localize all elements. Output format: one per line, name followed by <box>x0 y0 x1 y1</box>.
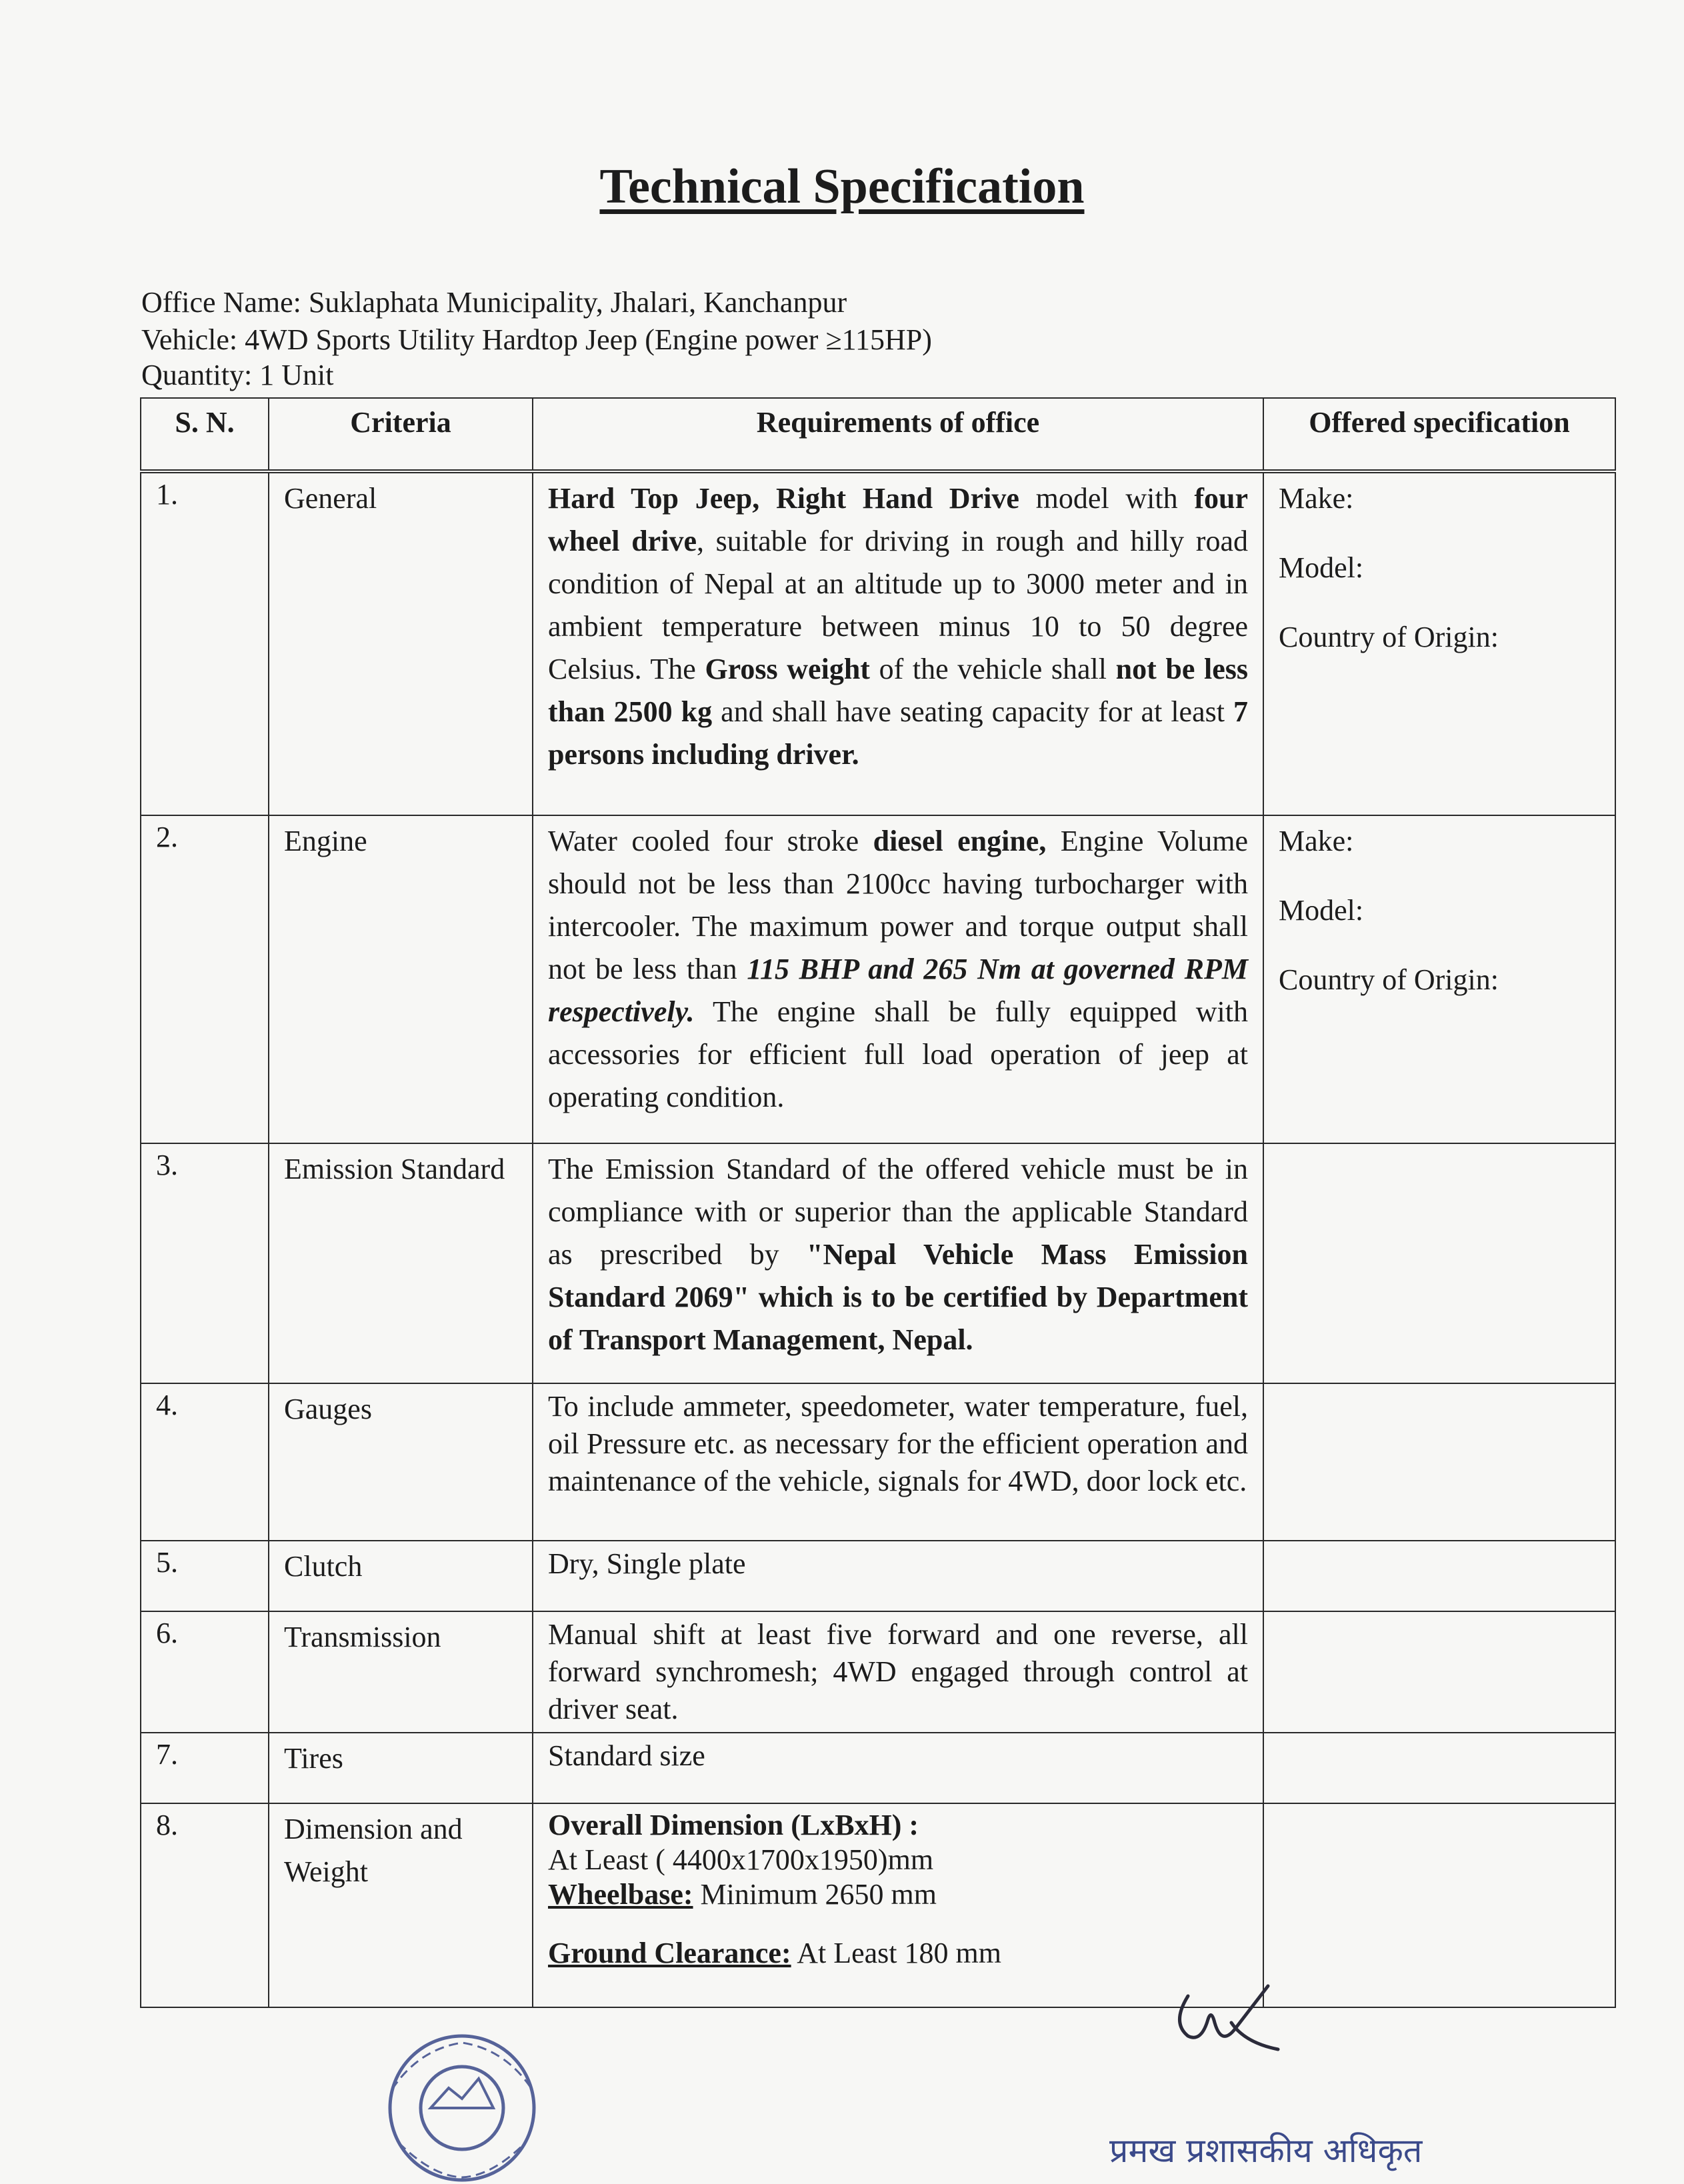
emphasis-text: 7 persons including driver. <box>548 695 1248 771</box>
requirement-text: of the vehicle shall <box>869 653 1116 685</box>
row-criteria: Dimension and Weight <box>269 1803 533 2007</box>
header-requirements: Requirements of office <box>533 398 1263 471</box>
dimension-line <box>548 1877 1248 1912</box>
header-criteria: Criteria <box>269 398 533 471</box>
offered-field-label: Make: <box>1279 825 1354 857</box>
requirement-text: Water cooled four stroke <box>548 825 873 857</box>
row-offered-specification <box>1263 1611 1615 1733</box>
row-requirements <box>533 471 1263 815</box>
row-offered-specification <box>1263 1143 1615 1383</box>
header-offered: Offered specification <box>1263 398 1615 471</box>
row-requirements <box>533 1611 1263 1733</box>
offered-field-label: Country of Origin: <box>1279 963 1499 996</box>
office-name-line: Office Name: Suklaphata Municipality, Jhalari, Kanchanpur <box>141 286 847 319</box>
overall-dimension-label: Overall Dimension (LxBxH) : <box>548 1809 919 1841</box>
row-criteria: Gauges <box>269 1383 533 1541</box>
row-requirements <box>533 1803 1263 2007</box>
row-number: 3. <box>141 1143 269 1383</box>
row-criteria: Engine <box>269 815 533 1143</box>
table-row <box>141 1383 1615 1541</box>
ground-clearance-value: At Least 180 mm <box>791 1937 1001 1969</box>
ground-clearance-label: Ground Clearance: <box>548 1937 791 1969</box>
requirement-text: To include ammeter, speedometer, water temperature, fuel, oil Pressure etc. as necessary for the efficient operation and maintenance of the vehicle, signals for 4WD, door lock etc. <box>548 1390 1248 1497</box>
requirement-text: The Emission Standard of the offered vehicle must be in compliance with or superior than the applicable Standard as prescribed by <box>548 1153 1248 1271</box>
requirement-text: The engine shall be fully equipped with accessories for efficient full load operation of jeep at operating condition. <box>548 995 1248 1113</box>
offered-field-label: Model: <box>1279 894 1364 927</box>
table-row <box>141 1803 1615 2007</box>
requirement-text: model with <box>1019 482 1195 515</box>
offered-field-label: Model: <box>1279 551 1364 584</box>
table-header-row <box>141 398 1615 471</box>
table-row <box>141 1611 1615 1733</box>
emphasis-text: Hard Top Jeep, Right Hand Drive <box>548 482 1019 515</box>
emphasis-text: diesel engine, <box>873 825 1047 857</box>
document-title: Technical Specification <box>599 159 1085 214</box>
quantity-line: Quantity: 1 Unit <box>141 359 334 391</box>
emphasis-text: "Nepal Vehicle Mass Emission Standard 2069" which is to be certified by Department of Transport Management, Nepal. <box>548 1238 1248 1356</box>
row-offered-specification <box>1263 1733 1615 1803</box>
dimension-line <box>548 1936 1248 1971</box>
offered-field-label: Make: <box>1279 482 1354 515</box>
row-number: 5. <box>141 1541 269 1611</box>
vehicle-line: Vehicle: 4WD Sports Utility Hardtop Jeep (Engine power ≥115HP) <box>141 323 932 356</box>
row-requirements <box>533 1541 1263 1611</box>
header-sn: S. N. <box>141 398 269 471</box>
officer-title-stamp: प्रमख प्रशासकीय अधिकृत <box>1109 2131 1423 2170</box>
row-number: 8. <box>141 1803 269 2007</box>
row-criteria: General <box>269 471 533 815</box>
row-requirements <box>533 1143 1263 1383</box>
table-row <box>141 1733 1615 1803</box>
emphasis-text: Gross weight <box>705 653 870 685</box>
row-offered-specification <box>1263 1541 1615 1611</box>
row-number: 4. <box>141 1383 269 1541</box>
table-row <box>141 471 1615 815</box>
row-offered-specification <box>1263 471 1615 815</box>
table-row <box>141 1143 1615 1383</box>
row-number: 2. <box>141 815 269 1143</box>
table-row <box>141 815 1615 1143</box>
row-criteria: Emission Standard <box>269 1143 533 1383</box>
dimension-line <box>548 1843 1248 1877</box>
handwritten-signature <box>1168 1983 1281 2063</box>
overall-dimension-value: At Least ( 4400x1700x1950)mm <box>548 1843 934 1876</box>
row-offered-specification <box>1263 815 1615 1143</box>
row-requirements <box>533 1733 1263 1803</box>
specification-table <box>140 397 1616 2008</box>
emphasis-text: four wheel drive <box>548 482 1249 557</box>
row-criteria: Clutch <box>269 1541 533 1611</box>
requirement-text: Dry, Single plate <box>548 1547 746 1580</box>
offered-field-label: Country of Origin: <box>1279 621 1499 653</box>
municipal-seal-stamp <box>379 2029 545 2184</box>
row-criteria: Transmission <box>269 1611 533 1733</box>
row-requirements <box>533 815 1263 1143</box>
requirement-text: Manual shift at least five forward and one reverse, all forward synchromesh; 4WD engaged through control at driver seat. <box>548 1618 1248 1725</box>
row-number: 7. <box>141 1733 269 1803</box>
row-offered-specification <box>1263 1383 1615 1541</box>
requirement-text: Engine Volume should not be less than 2100cc having turbocharger with intercooler. The maximum power and torque output shall not be less than <box>548 825 1249 985</box>
wheelbase-label: Wheelbase: <box>548 1878 693 1911</box>
requirement-text: and shall have seating capacity for at least <box>712 695 1233 728</box>
dimension-line <box>548 1808 1248 1843</box>
wheelbase-value: Minimum 2650 mm <box>693 1878 937 1911</box>
emphasis-text: 115 BHP and 265 Nm at governed RPM respectively. <box>548 953 1248 1028</box>
table-row <box>141 1541 1615 1611</box>
row-requirements <box>533 1383 1263 1541</box>
emphasis-text: not be less than 2500 kg <box>548 653 1249 728</box>
requirement-text: , suitable for driving in rough and hilly road condition of Nepal at an altitude up to 3000 meter and in ambient temperature between minus 10 to 50 degree Celsius. The <box>548 525 1248 685</box>
row-number: 6. <box>141 1611 269 1733</box>
row-number: 1. <box>141 471 269 815</box>
row-criteria: Tires <box>269 1733 533 1803</box>
row-offered-specification <box>1263 1803 1615 2007</box>
requirement-text: Standard size <box>548 1739 705 1772</box>
